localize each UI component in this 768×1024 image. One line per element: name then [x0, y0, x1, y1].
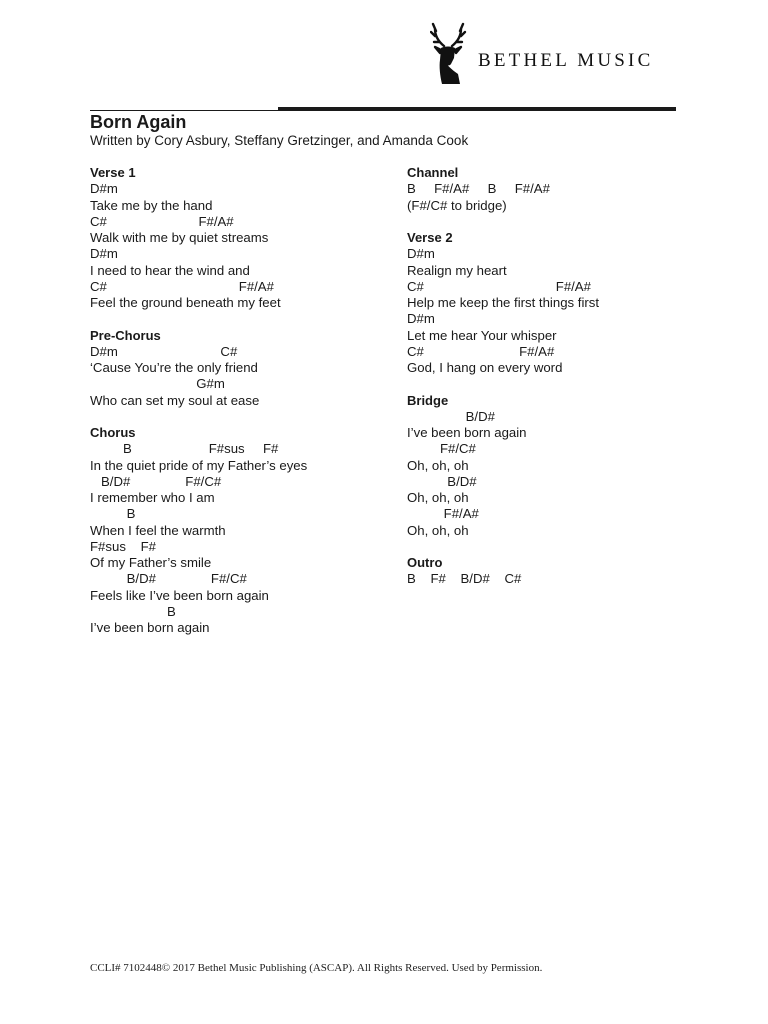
- section-heading: Outro: [407, 555, 443, 570]
- chord-line: B/D# F#/C#: [90, 473, 222, 489]
- lyric-line: Realign my heart: [407, 262, 507, 278]
- chord-line: D#m C#: [90, 343, 238, 359]
- chord-line: F#sus F#: [90, 538, 156, 554]
- lyric-line: I’ve been born again: [90, 620, 210, 635]
- chord-line: B F#sus F#: [90, 441, 279, 457]
- lyric-line: I’ve been born again: [407, 425, 527, 440]
- deer-head-icon: [430, 20, 470, 84]
- chord-line: B F# B/D# C#: [407, 571, 522, 587]
- lyric-line: Who can set my soul at ease: [90, 392, 260, 408]
- song-title: Born Again: [90, 112, 187, 132]
- chord-line: D#m: [407, 311, 435, 327]
- lyric-line: Oh, oh, oh: [407, 490, 469, 505]
- lyric-line: God, I hang on every word: [407, 360, 563, 375]
- section-heading: Chorus: [90, 425, 136, 440]
- lyric-line: Oh, oh, oh: [407, 522, 469, 538]
- section-heading: Pre-Chorus: [90, 327, 161, 343]
- section-heading: Channel: [407, 165, 459, 180]
- lyric-line: Of my Father’s smile: [90, 555, 212, 570]
- brand-name: BETHEL MUSIC: [478, 50, 654, 71]
- chord-line: B: [90, 603, 176, 619]
- chord-line: D#m: [407, 246, 435, 262]
- song-section: [407, 165, 717, 214]
- chord-line: C# F#/A#: [407, 343, 555, 359]
- chord-line: F#/A#: [407, 506, 479, 522]
- chord-line: C# F#/A#: [90, 213, 234, 229]
- lyric-line: Take me by the hand: [90, 197, 213, 213]
- chord-line: F#/C#: [407, 441, 476, 457]
- section-heading: Bridge: [407, 392, 449, 408]
- song-section: [90, 328, 400, 409]
- chord-line: B: [90, 506, 136, 522]
- bethel-music-logo: [430, 20, 680, 86]
- chord-line: B/D# F#/C#: [90, 571, 247, 587]
- lyric-line: Help me keep the first things first: [407, 295, 600, 310]
- lyric-line: ‘Cause You’re the only friend: [90, 360, 258, 375]
- lyric-line: I need to hear the wind and: [90, 262, 250, 278]
- lyric-line: In the quiet pride of my Father’s eyes: [90, 457, 308, 473]
- chord-line: B F#/A# B F#/A#: [407, 181, 550, 197]
- lyric-line: Feel the ground beneath my feet: [90, 295, 281, 310]
- copyright-footer: CCLI# 7102448© 2017 Bethel Music Publishing (ASCAP). All Rights Reserved. Used by Permission.: [90, 962, 543, 974]
- song-section: [407, 230, 717, 376]
- song-section: [90, 165, 400, 311]
- lyric-line: I remember who I am: [90, 490, 215, 505]
- section-heading: Verse 2: [407, 230, 453, 245]
- song-section: [90, 425, 400, 636]
- chord-line: C# F#/A#: [90, 278, 274, 294]
- right-column: [407, 165, 717, 604]
- lyric-line: (F#/C# to bridge): [407, 197, 507, 213]
- chord-line: D#m: [90, 181, 118, 197]
- song-credits: Written by Cory Asbury, Steffany Gretzinger, and Amanda Cook: [90, 133, 469, 148]
- song-section: [407, 555, 717, 588]
- chord-line: B/D#: [407, 408, 495, 424]
- song-section: [407, 393, 717, 539]
- chord-line: C# F#/A#: [407, 278, 591, 294]
- lyric-line: Oh, oh, oh: [407, 457, 469, 473]
- left-column: [90, 165, 400, 653]
- chord-line: D#m: [90, 246, 118, 262]
- section-heading: Verse 1: [90, 165, 136, 180]
- lyric-line: When I feel the warmth: [90, 522, 226, 538]
- lyric-line: Feels like I’ve been born again: [90, 587, 269, 603]
- lyric-line: Walk with me by quiet streams: [90, 230, 269, 245]
- header-rule-thick: [278, 107, 676, 110]
- lyric-line: Let me hear Your whisper: [407, 327, 557, 343]
- chord-line: G#m: [90, 376, 225, 392]
- chord-line: B/D#: [407, 473, 477, 489]
